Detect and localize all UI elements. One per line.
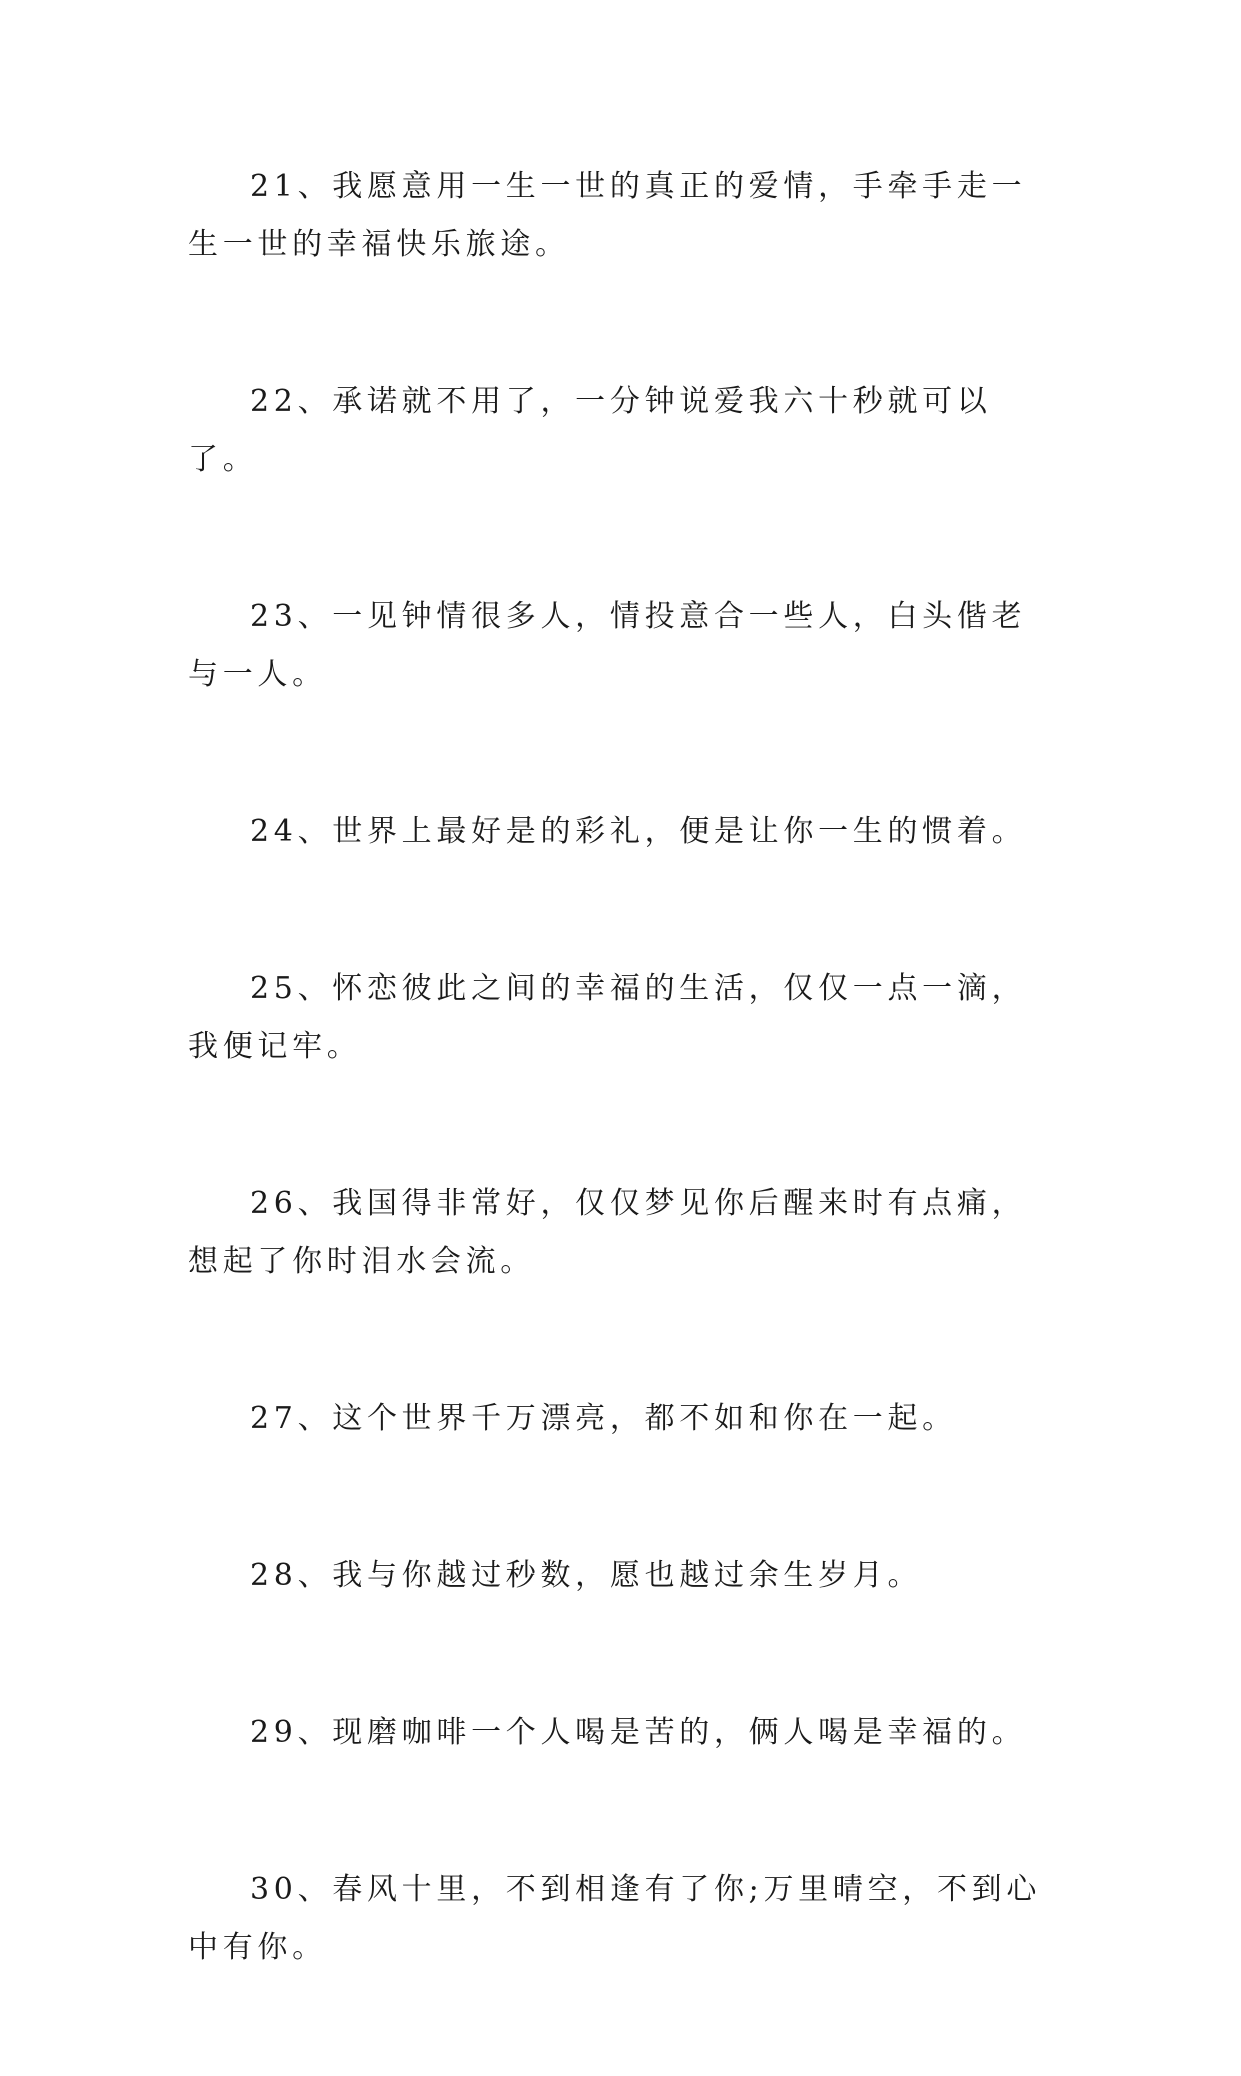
paragraph-27: 27、这个世界千万漂亮，都不如和你在一起。 bbox=[250, 1401, 957, 1436]
paragraph-23: 23、一见钟情很多人，情投意合一些人，白头偕老与一人。 bbox=[188, 599, 1027, 692]
paragraph-28: 28、我与你越过秒数，愿也越过余生岁月。 bbox=[250, 1558, 923, 1593]
document-body bbox=[188, 158, 1056, 2076]
paragraph-24: 24、世界上最好是的彩礼，便是让你一生的惯着。 bbox=[250, 814, 1027, 849]
paragraph-25: 25、怀恋彼此之间的幸福的生活，仅仅一点一滴，我便记牢。 bbox=[188, 971, 1027, 1064]
paragraph-30: 30、春风十里，不到相逢有了你;万里晴空，不到心中有你。 bbox=[188, 1872, 1042, 1965]
paragraph-26: 26、我国得非常好，仅仅梦见你后醒来时有点痛，想起了你时泪水会流。 bbox=[188, 1186, 1027, 1279]
paragraph-22: 22、承诺就不用了，一分钟说爱我六十秒就可以了。 bbox=[188, 384, 992, 477]
paragraph-29: 29、现磨咖啡一个人喝是苦的，俩人喝是幸福的。 bbox=[250, 1715, 1027, 1750]
paragraph-21: 21、我愿意用一生一世的真正的爱情，手牵手走一生一世的幸福快乐旅途。 bbox=[188, 169, 1027, 262]
